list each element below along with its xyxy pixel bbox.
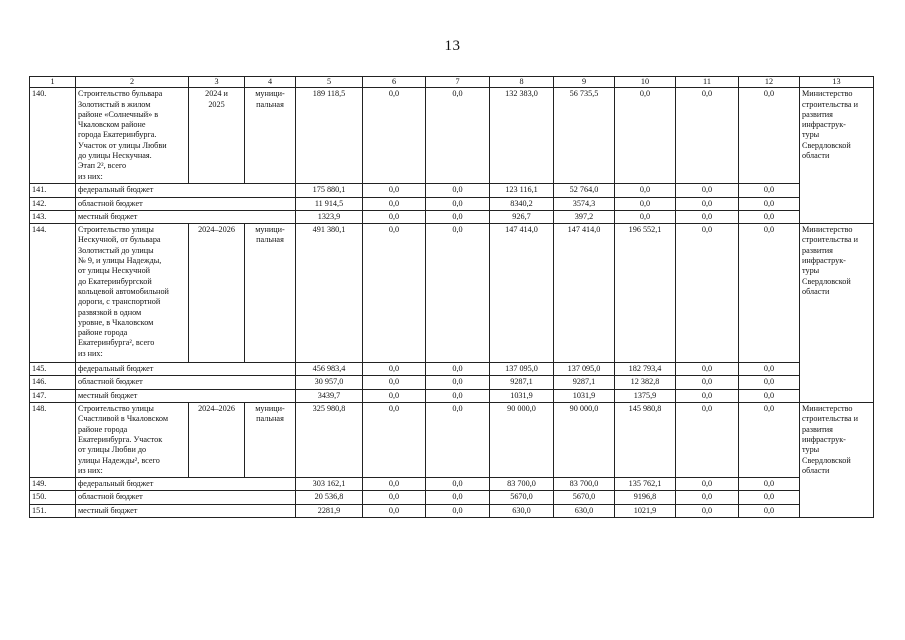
row-number: 141. [30, 184, 76, 197]
column-number-3: 3 [189, 77, 245, 88]
value-col6: 0,0 [363, 504, 426, 517]
value-col5: 491 380,1 [296, 224, 363, 363]
responsible-body: Министерство строительства и развития инфраструк- туры Свердловской области [800, 224, 874, 403]
budget-source: местный бюджет [76, 389, 296, 402]
value-col6: 0,0 [363, 491, 426, 504]
budget-source: областной бюджет [76, 197, 296, 210]
row-number: 143. [30, 210, 76, 223]
value-col8: 132 383,0 [490, 88, 554, 184]
row-number: 149. [30, 478, 76, 491]
value-col8: 5670,0 [490, 491, 554, 504]
value-col7: 0,0 [426, 210, 490, 223]
value-col7: 0,0 [426, 224, 490, 363]
object-name: Строительство бульвара Золотистый в жилом районе «Солнечный» в Чкаловском районе города Екатеринбурга. Участок от улицы Любви до улицы Нескучная. Этап 2², всего из них: [76, 88, 189, 184]
value-col12: 0,0 [739, 376, 800, 389]
value-col12: 0,0 [739, 210, 800, 223]
value-col12: 0,0 [739, 491, 800, 504]
value-col12: 0,0 [739, 363, 800, 376]
budget-source: областной бюджет [76, 376, 296, 389]
value-col11: 0,0 [676, 88, 739, 184]
value-col8: 123 116,1 [490, 184, 554, 197]
value-col8: 137 095,0 [490, 363, 554, 376]
value-col11: 0,0 [676, 184, 739, 197]
table-row [30, 389, 874, 402]
budget-source: областной бюджет [76, 491, 296, 504]
value-col10: 196 552,1 [615, 224, 676, 363]
value-col5: 30 957,0 [296, 376, 363, 389]
value-col6: 0,0 [363, 403, 426, 478]
value-col5: 11 914,5 [296, 197, 363, 210]
value-col9: 52 764,0 [554, 184, 615, 197]
value-col12: 0,0 [739, 504, 800, 517]
value-col6: 0,0 [363, 88, 426, 184]
table-row [30, 224, 874, 363]
value-col11: 0,0 [676, 197, 739, 210]
value-col10: 135 762,1 [615, 478, 676, 491]
value-col12: 0,0 [739, 224, 800, 363]
value-col7: 0,0 [426, 389, 490, 402]
value-col10: 0,0 [615, 184, 676, 197]
value-col9: 5670,0 [554, 491, 615, 504]
table-row [30, 478, 874, 491]
value-col6: 0,0 [363, 363, 426, 376]
value-col12: 0,0 [739, 184, 800, 197]
column-number-12: 12 [739, 77, 800, 88]
value-col6: 0,0 [363, 224, 426, 363]
implementation-years: 2024 и 2025 [189, 88, 245, 184]
value-col11: 0,0 [676, 403, 739, 478]
value-col5: 325 980,8 [296, 403, 363, 478]
object-name: Строительство улицы Счастливой в Чкаловском районе города Екатеринбурга. Участок от улицы Любви до улицы Надежды², всего из них: [76, 403, 189, 478]
implementation-years: 2024–2026 [189, 224, 245, 363]
value-col10: 145 980,8 [615, 403, 676, 478]
value-col9: 90 000,0 [554, 403, 615, 478]
value-col10: 1375,9 [615, 389, 676, 402]
column-number-9: 9 [554, 77, 615, 88]
value-col12: 0,0 [739, 478, 800, 491]
value-col8: 90 000,0 [490, 403, 554, 478]
column-number-13: 13 [800, 77, 874, 88]
value-col11: 0,0 [676, 491, 739, 504]
budget-source: местный бюджет [76, 210, 296, 223]
column-number-10: 10 [615, 77, 676, 88]
value-col5: 1323,9 [296, 210, 363, 223]
table-header-row [30, 77, 874, 88]
value-col6: 0,0 [363, 184, 426, 197]
value-col7: 0,0 [426, 491, 490, 504]
budget-table [29, 76, 874, 518]
column-number-1: 1 [30, 77, 76, 88]
table-row [30, 88, 874, 184]
table-row [30, 363, 874, 376]
column-number-7: 7 [426, 77, 490, 88]
property-type: муници- пальная [245, 88, 296, 184]
value-col9: 83 700,0 [554, 478, 615, 491]
value-col9: 630,0 [554, 504, 615, 517]
row-number: 147. [30, 389, 76, 402]
responsible-body: Министерство строительства и развития инфраструк- туры Свердловской области [800, 88, 874, 224]
value-col7: 0,0 [426, 504, 490, 517]
value-col10: 12 382,8 [615, 376, 676, 389]
value-col9: 56 735,5 [554, 88, 615, 184]
budget-source: федеральный бюджет [76, 184, 296, 197]
table-row [30, 504, 874, 517]
value-col9: 9287,1 [554, 376, 615, 389]
value-col11: 0,0 [676, 210, 739, 223]
row-number: 151. [30, 504, 76, 517]
row-number: 146. [30, 376, 76, 389]
value-col5: 456 983,4 [296, 363, 363, 376]
row-number: 148. [30, 403, 76, 478]
value-col8: 926,7 [490, 210, 554, 223]
row-number: 145. [30, 363, 76, 376]
page-number: 13 [444, 38, 461, 54]
value-col12: 0,0 [739, 403, 800, 478]
value-col10: 182 793,4 [615, 363, 676, 376]
value-col9: 137 095,0 [554, 363, 615, 376]
value-col5: 303 162,1 [296, 478, 363, 491]
table-row [30, 210, 874, 223]
value-col11: 0,0 [676, 376, 739, 389]
column-number-4: 4 [245, 77, 296, 88]
table-row [30, 184, 874, 197]
table-row [30, 376, 874, 389]
value-col10: 9196,8 [615, 491, 676, 504]
value-col10: 0,0 [615, 88, 676, 184]
value-col12: 0,0 [739, 88, 800, 184]
value-col8: 147 414,0 [490, 224, 554, 363]
value-col5: 20 536,8 [296, 491, 363, 504]
value-col7: 0,0 [426, 363, 490, 376]
column-number-11: 11 [676, 77, 739, 88]
value-col12: 0,0 [739, 389, 800, 402]
value-col8: 83 700,0 [490, 478, 554, 491]
value-col9: 1031,9 [554, 389, 615, 402]
value-col11: 0,0 [676, 224, 739, 363]
property-type: муници- пальная [245, 224, 296, 363]
table-row [30, 491, 874, 504]
value-col8: 1031,9 [490, 389, 554, 402]
value-col12: 0,0 [739, 197, 800, 210]
value-col5: 2281,9 [296, 504, 363, 517]
implementation-years: 2024–2026 [189, 403, 245, 478]
value-col5: 3439,7 [296, 389, 363, 402]
object-name: Строительство улицы Нескучной, от бульвара Золотистый до улицы № 9, и улицы Надежды, от улицы Нескучной до Екатеринбургской кольцевой автомобильной дороги, с транспортной развязкой в одном уровне, в Чкаловском районе города Екатеринбурга², всего из них: [76, 224, 189, 363]
column-number-2: 2 [76, 77, 189, 88]
column-number-8: 8 [490, 77, 554, 88]
row-number: 142. [30, 197, 76, 210]
row-number: 150. [30, 491, 76, 504]
value-col10: 0,0 [615, 210, 676, 223]
value-col7: 0,0 [426, 403, 490, 478]
value-col7: 0,0 [426, 88, 490, 184]
budget-source: местный бюджет [76, 504, 296, 517]
column-number-6: 6 [363, 77, 426, 88]
responsible-body: Министерство строительства и развития инфраструк- туры Свердловской области [800, 403, 874, 518]
row-number: 144. [30, 224, 76, 363]
value-col8: 9287,1 [490, 376, 554, 389]
property-type: муници- пальная [245, 403, 296, 478]
value-col11: 0,0 [676, 389, 739, 402]
value-col11: 0,0 [676, 504, 739, 517]
value-col6: 0,0 [363, 376, 426, 389]
value-col6: 0,0 [363, 210, 426, 223]
value-col10: 0,0 [615, 197, 676, 210]
value-col11: 0,0 [676, 478, 739, 491]
value-col8: 8340,2 [490, 197, 554, 210]
row-number: 140. [30, 88, 76, 184]
column-number-5: 5 [296, 77, 363, 88]
value-col5: 189 118,5 [296, 88, 363, 184]
value-col7: 0,0 [426, 376, 490, 389]
value-col9: 147 414,0 [554, 224, 615, 363]
value-col10: 1021,9 [615, 504, 676, 517]
value-col7: 0,0 [426, 184, 490, 197]
budget-source: федеральный бюджет [76, 478, 296, 491]
value-col6: 0,0 [363, 389, 426, 402]
value-col5: 175 880,1 [296, 184, 363, 197]
value-col7: 0,0 [426, 478, 490, 491]
value-col11: 0,0 [676, 363, 739, 376]
value-col6: 0,0 [363, 478, 426, 491]
value-col9: 3574,3 [554, 197, 615, 210]
value-col6: 0,0 [363, 197, 426, 210]
value-col7: 0,0 [426, 197, 490, 210]
table-row [30, 197, 874, 210]
value-col8: 630,0 [490, 504, 554, 517]
table-row [30, 403, 874, 478]
budget-source: федеральный бюджет [76, 363, 296, 376]
value-col9: 397,2 [554, 210, 615, 223]
